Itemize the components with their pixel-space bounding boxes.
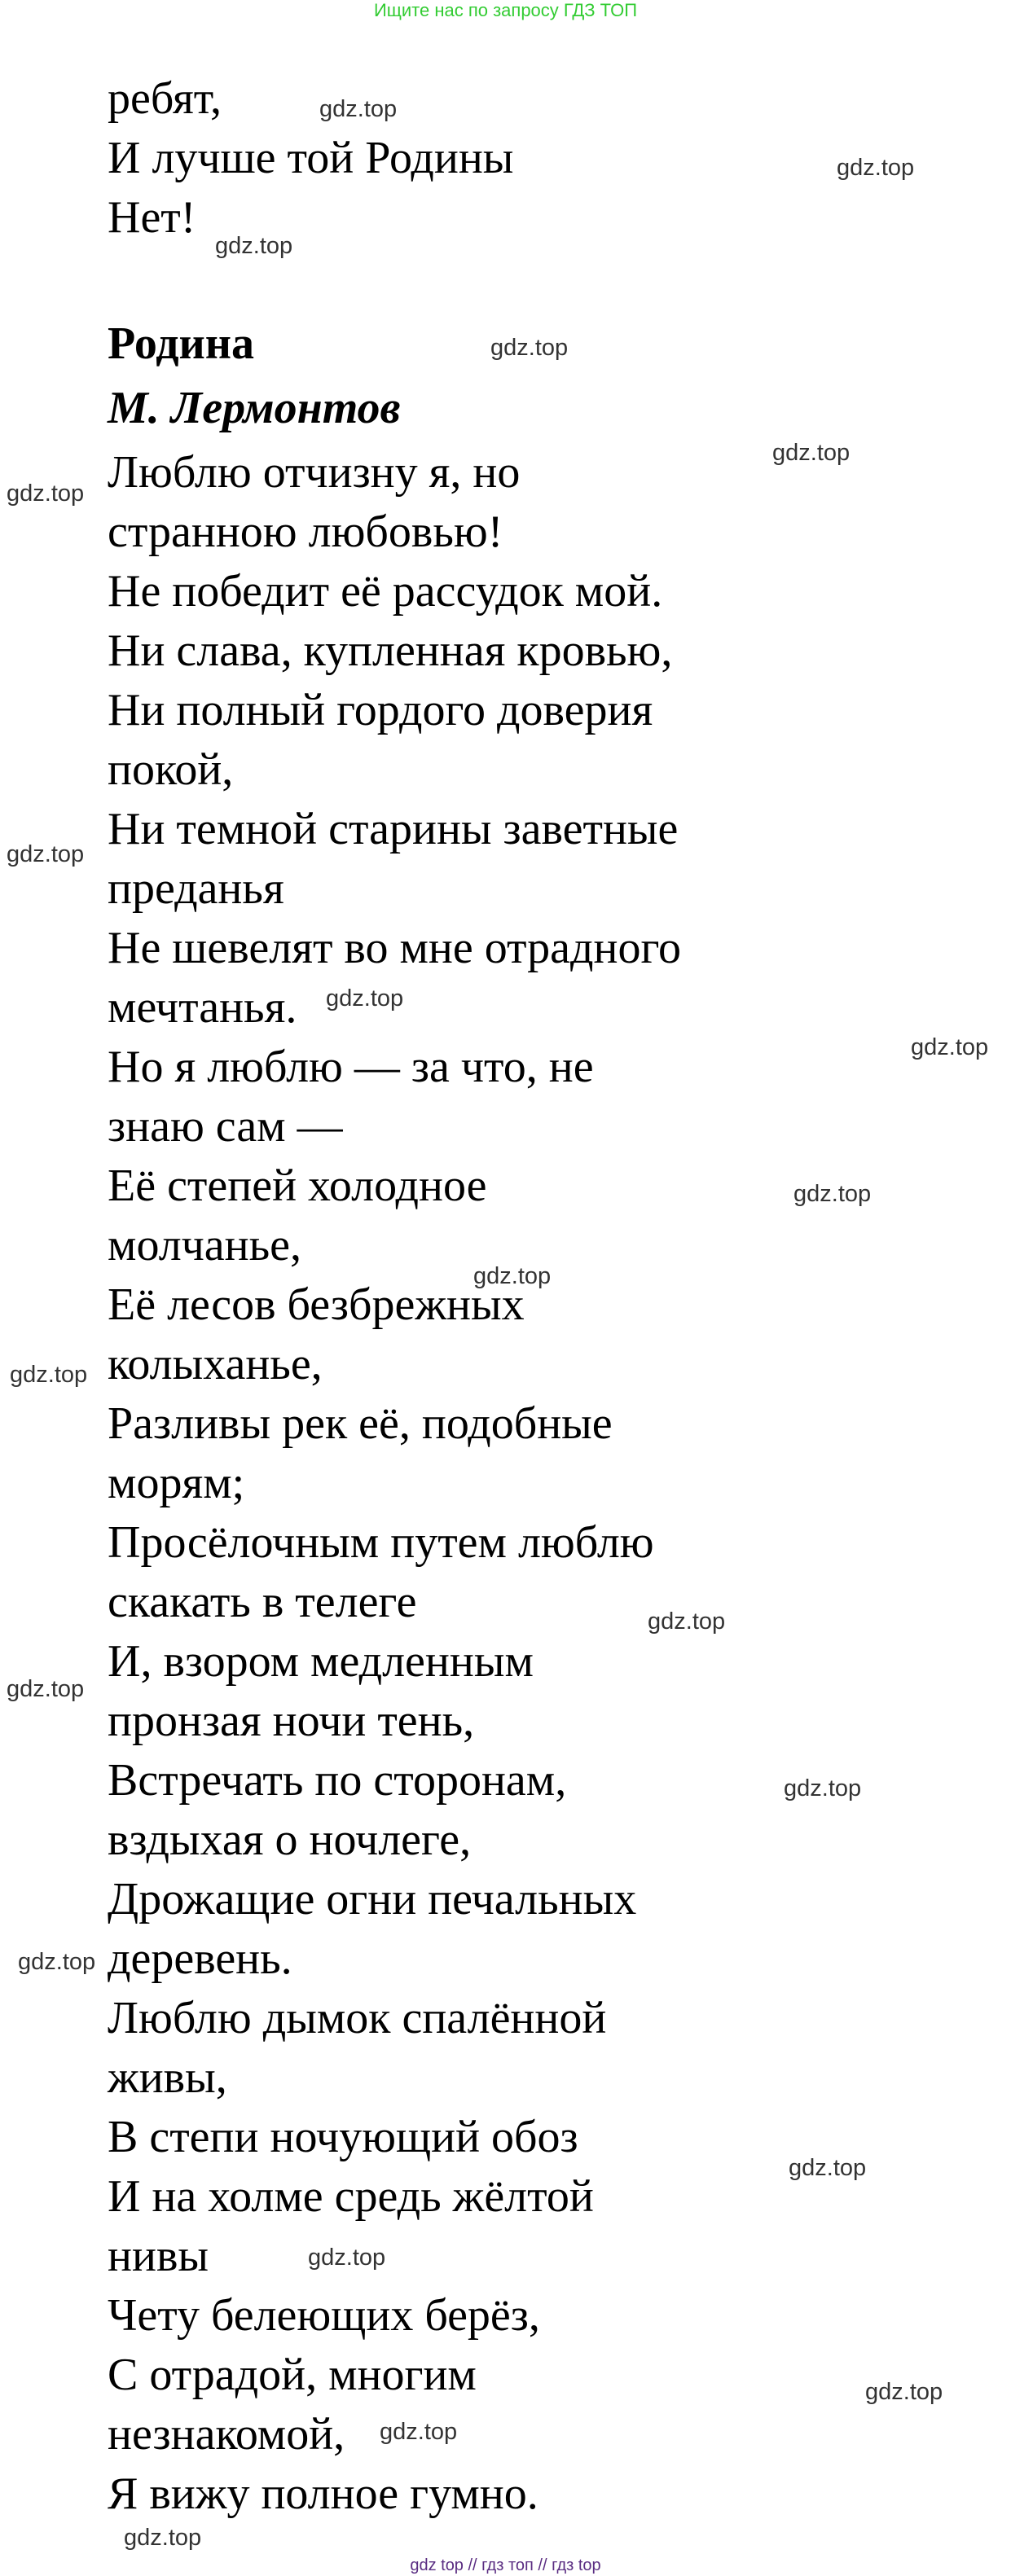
footer-links: gdz top // гдз топ // гдз top — [410, 2556, 601, 2574]
watermark-text: gdz.top — [911, 1034, 989, 1060]
poem-line: Ни полный гордого доверия — [108, 685, 653, 735]
poem-line: колыханье, — [108, 1339, 323, 1389]
poem-line: И, взором медленным — [108, 1636, 534, 1687]
watermark-text: gdz.top — [7, 841, 85, 867]
watermark-text: gdz.top — [18, 1949, 96, 1975]
poem-line: Нет! — [108, 192, 196, 243]
poem-line: Не победит её рассудок мой. — [108, 566, 663, 617]
poem-line: Разливы рек её, подобные — [108, 1398, 613, 1449]
poem-line: деревень. — [108, 1933, 292, 1984]
poem-line: Люблю отчизну я, но — [108, 447, 521, 498]
poem-line: И лучше той Родины — [108, 133, 514, 183]
poem-line: покой, — [108, 744, 234, 795]
watermark-text: gdz.top — [784, 1775, 862, 1801]
poem-document — [108, 69, 681, 2524]
watermark-text: gdz.top — [473, 1263, 552, 1289]
watermark-text: gdz.top — [648, 1608, 726, 1635]
poem-line: Люблю дымок спалённой — [108, 1993, 607, 2043]
poem-line: странною любовью! — [108, 507, 503, 557]
watermark-text: gdz.top — [772, 440, 851, 466]
watermark-text: gdz.top — [308, 2245, 386, 2271]
watermark-text: gdz.top — [837, 155, 915, 181]
poem-line: живы, — [108, 2052, 227, 2103]
poem-line: Ни слава, купленная кровью, — [108, 625, 673, 676]
poem-line: Её лесов безбрежных — [108, 1279, 525, 1330]
watermark-text: gdz.top — [7, 481, 85, 507]
watermark-text: gdz.top — [490, 335, 569, 361]
poem-line: Ни темной старины заветные — [108, 804, 679, 854]
watermark-text: gdz.top — [380, 2419, 458, 2445]
poem-line: Дрожащие огни печальных — [108, 1874, 637, 1924]
poem-line: Я вижу полное гумно. — [108, 2468, 538, 2519]
poem-line: пронзая ночи тень, — [108, 1696, 475, 1746]
poem-line: преданья — [108, 863, 284, 914]
poem-title: Родина — [108, 318, 255, 369]
poem-line: В степи ночующий обоз — [108, 2112, 578, 2162]
poem-line: Чету белеющих берёз, — [108, 2290, 540, 2341]
poem-line: И на холме средь жёлтой — [108, 2171, 594, 2222]
poem-line: ребят, — [108, 73, 222, 124]
poem-line: Её степей холодное — [108, 1161, 487, 1211]
watermark-text: gdz.top — [789, 2155, 867, 2181]
poem-line: вздыхая о ночлеге, — [108, 1815, 472, 1865]
watermark-text: gdz.top — [326, 985, 404, 1012]
poem-line: Встречать по сторонам, — [108, 1755, 567, 1806]
poem-line: морям; — [108, 1458, 245, 1508]
watermark-text: gdz.top — [319, 96, 398, 122]
watermark-text: gdz.top — [793, 1181, 872, 1207]
watermark-text: gdz.top — [124, 2525, 202, 2551]
poem-line: молчанье, — [108, 1220, 302, 1270]
poem-line: С отрадой, многим — [108, 2350, 477, 2400]
watermark-text: gdz.top — [7, 1676, 85, 1702]
poem-body — [108, 443, 681, 2524]
watermark-text: gdz.top — [215, 233, 293, 259]
poem-author: М. Лермонтов — [108, 383, 401, 433]
poem-line: Но я люблю — за что, не — [108, 1042, 594, 1092]
poem-line: нивы — [108, 2231, 209, 2281]
watermark-text: gdz.top — [10, 1362, 88, 1388]
poem-line: незнакомой, — [108, 2409, 345, 2460]
poem-line: знаю сам — — [108, 1101, 343, 1152]
poem-line: Не шевелят во мне отрадного — [108, 923, 682, 973]
poem-line: Просёлочным путем люблю — [108, 1517, 654, 1568]
poem-line: мечтанья. — [108, 982, 297, 1033]
watermark-text: gdz.top — [865, 2379, 943, 2405]
poem-line: скакать в телеге — [108, 1577, 417, 1627]
promo-header: Ищите нас по запросу ГДЗ ТОП — [373, 0, 638, 20]
